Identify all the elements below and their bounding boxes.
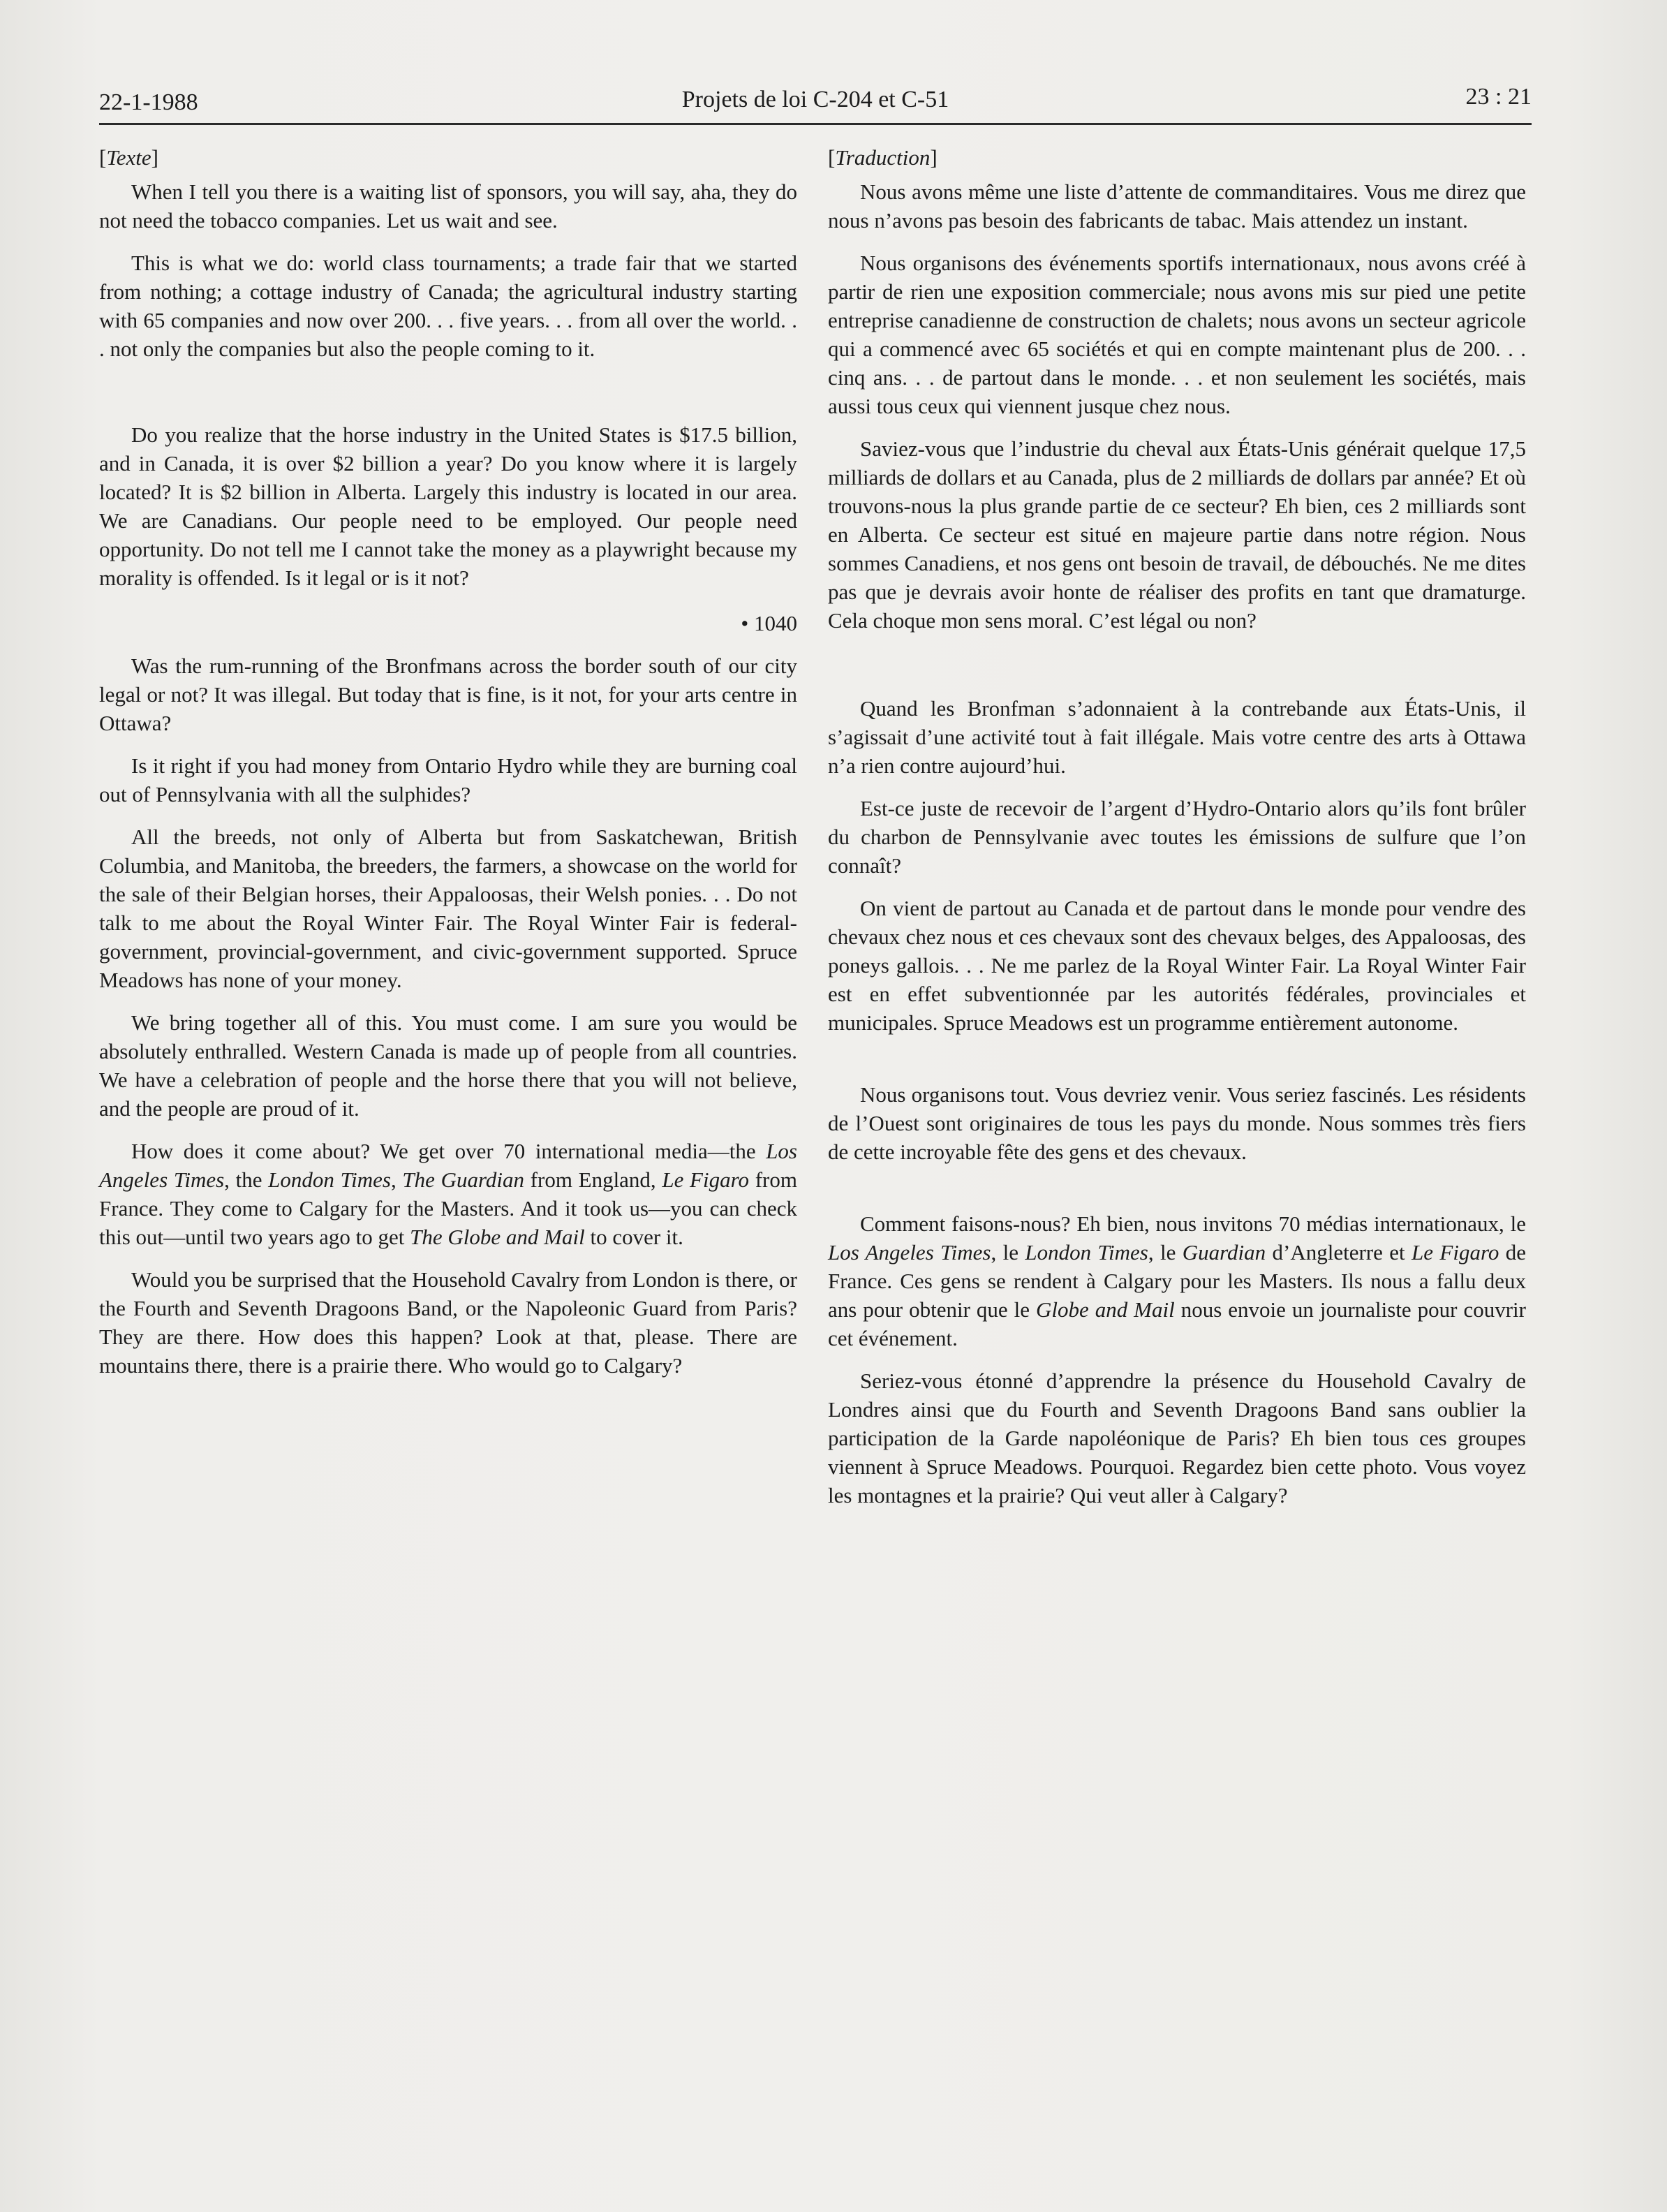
paragraph: Would you be surprised that the Household Cavalry from London is there, or the Fourth and Seventh Dragoons Band, or the Napoleonic Guard from Paris? They are there. How does this happen? Look at that, please. There are mountains there, there is a prairie there. Who would go to Calgary? bbox=[99, 1267, 798, 1378]
english-column bbox=[99, 143, 797, 1380]
paragraph-media: Comment faisons-nous? Eh bien, nous invitons 70 médias internationaux, le Los Angeles Times, le London Times, le Guardian d’Angleterre et Le Figaro de France. Ces gens se rendent à Calgary pour les Masters. Ils nous a fallu deux ans pour obtenir que le Globe and Mail nous envoie un journaliste pour couvrir cet événement. bbox=[828, 1211, 1526, 1350]
paragraph: Est-ce juste de recevoir de l’argent d’Hydro-Ontario alors qu’ils font brûler du charbon de Pennsylvanie avec toutes les émissions de sulfure que l’on connaît? bbox=[828, 796, 1526, 878]
header-page-number: 23 : 21 bbox=[1465, 84, 1532, 110]
language-tag-traduction: [Traduction] bbox=[828, 145, 938, 170]
paragraph: On vient de partout au Canada et de partout dans le monde pour vendre des chevaux chez nous et ces chevaux sont des chevaux belges, des Appaloosas, des poneys gallois. . . Ne me parlez de la Royal Winter Fair. La Royal Winter Fair est en effet subventionnée par les autorités fédérales, provinciales et municipales. Spruce Meadows est un programme entièrement autonome. bbox=[828, 896, 1526, 1035]
language-tag-texte: [Texte] bbox=[99, 145, 158, 170]
paragraph: When I tell you there is a waiting list of sponsors, you will say, aha, they do not need the tobacco companies. Let us wait and see. bbox=[99, 179, 797, 233]
paragraph-media: How does it come about? We get over 70 international media—the Los Angeles Times, the London Times, The Guardian from England, Le Figaro from France. They come to Calgary for the Masters. And it took us—you can check this out—until two years ago to get The Globe and Mail to cover it. bbox=[99, 1139, 797, 1249]
marker-spacer bbox=[828, 651, 1526, 680]
header-rule bbox=[99, 123, 1532, 125]
header-title: Projets de loi C-204 et C-51 bbox=[681, 87, 949, 112]
paragraph: Nous organisons tout. Vous devriez venir. Vous seriez fascinés. Les résidents de l’Ouest sont originaires de tous les pays du monde. Nous sommes très fiers de cette incroyable fête des gens et des chevaux. bbox=[828, 1082, 1526, 1164]
paragraph: We bring together all of this. You must come. I am sure you would be absolutely enthralled. Western Canada is made up of people from all countries. We have a celebration of people and the horse there that you will not believe, and the people are proud of it. bbox=[99, 1010, 797, 1121]
paragraph: All the breeds, not only of Alberta but from Saskatchewan, British Columbia, and Manitoba, the breeders, the farmers, a showcase on the world for the sale of their Belgian horses, their Appaloosas, their Welsh ponies. . . Do not talk to me about the Royal Winter Fair. The Royal Winter Fair is federal-government, provincial-government, and civic-government supported. Spruce Meadows has none of your money. bbox=[99, 825, 797, 992]
paragraph: Was the rum-running of the Bronfmans across the border south of our city legal or not? It was illegal. But today that is fine, is it not, for your arts centre in Ottawa? bbox=[99, 654, 797, 735]
paragraph: Saviez-vous que l’industrie du cheval aux États-Unis générait quelque 17,5 milliards de dollars et au Canada, plus de 2 milliards de dollars par année? Et où trouvons-nous la plus grande partie de ce secteur? Eh bien, ces 2 milliards sont en Alberta. Ce secteur est situé en majeure partie dans notre région. Nous sommes Canadiens, et nos gens ont besoin de travail, de débouchés. Ne me dites pas que je devrais avoir honte de réaliser des profits en tant que dramaturge. Cela choque mon sens moral. C’est légal ou non? bbox=[828, 436, 1526, 633]
paragraph: This is what we do: world class tournaments; a trade fair that we started from nothing; a cottage industry of Canada; the agricultural industry starting with 65 companies and now over 200. . . five years. . . from all over the world. . . not only the companies but also the people coming to it. bbox=[99, 251, 797, 361]
header-date: 22-1-1988 bbox=[99, 89, 198, 115]
time-marker: • 1040 bbox=[741, 611, 797, 635]
french-column bbox=[828, 143, 1526, 1510]
page-header bbox=[99, 84, 1532, 126]
paragraph: Quand les Bronfman s’adonnaient à la contrebande aux États-Unis, il s’agissait d’une activité tout à fait illégale. Mais votre centre des arts à Ottawa n’a rien contre aujourd’hui. bbox=[828, 696, 1526, 778]
paragraph: Nous avons même une liste d’attente de commanditaires. Vous me direz que nous n’avons pas besoin des fabricants de tabac. Mais attendez un instant. bbox=[828, 179, 1526, 233]
paragraph: Seriez-vous étonné d’apprendre la présence du Household Cavalry de Londres ainsi que du Fourth and Seventh Dragoons Band sans oublier la participation de la Garde napoléonique de Paris? Eh bien tous ces groupes viennent à Spruce Meadows. Pourquoi. Regardez bien cette photo. Vous voyez les montagnes et la prairie? Qui veut aller à Calgary? bbox=[828, 1369, 1526, 1507]
paragraph: Do you realize that the horse industry in the United States is $17.5 billion, and in Canada, it is over $2 billion a year? Do you know where it is largely located? It is $2 billion in Alberta. Largely this industry is located in our area. We are Canadians. Our people need to be employed. Our people need opportunity. Do not tell me I cannot take the money as a playwright because my morality is offended. Is it legal or is it not? bbox=[99, 422, 797, 590]
paragraph: Nous organisons des événements sportifs internationaux, nous avons créé à partir de rien une exposition commerciale; nous avons mis sur pied une petite entreprise canadienne de construction de chalets; nous avons un secteur agricole qui a commencé avec 65 sociétés et qui en compte maintenant plus de 200. . . cinq ans. . . de partout dans le monde. . . et non seulement les sociétés, mais aussi tous ceux qui viennent jusque chez nous. bbox=[828, 251, 1526, 418]
paragraph: Is it right if you had money from Ontario Hydro while they are burning coal out of Pennsylvania with all the sulphides? bbox=[99, 753, 797, 806]
